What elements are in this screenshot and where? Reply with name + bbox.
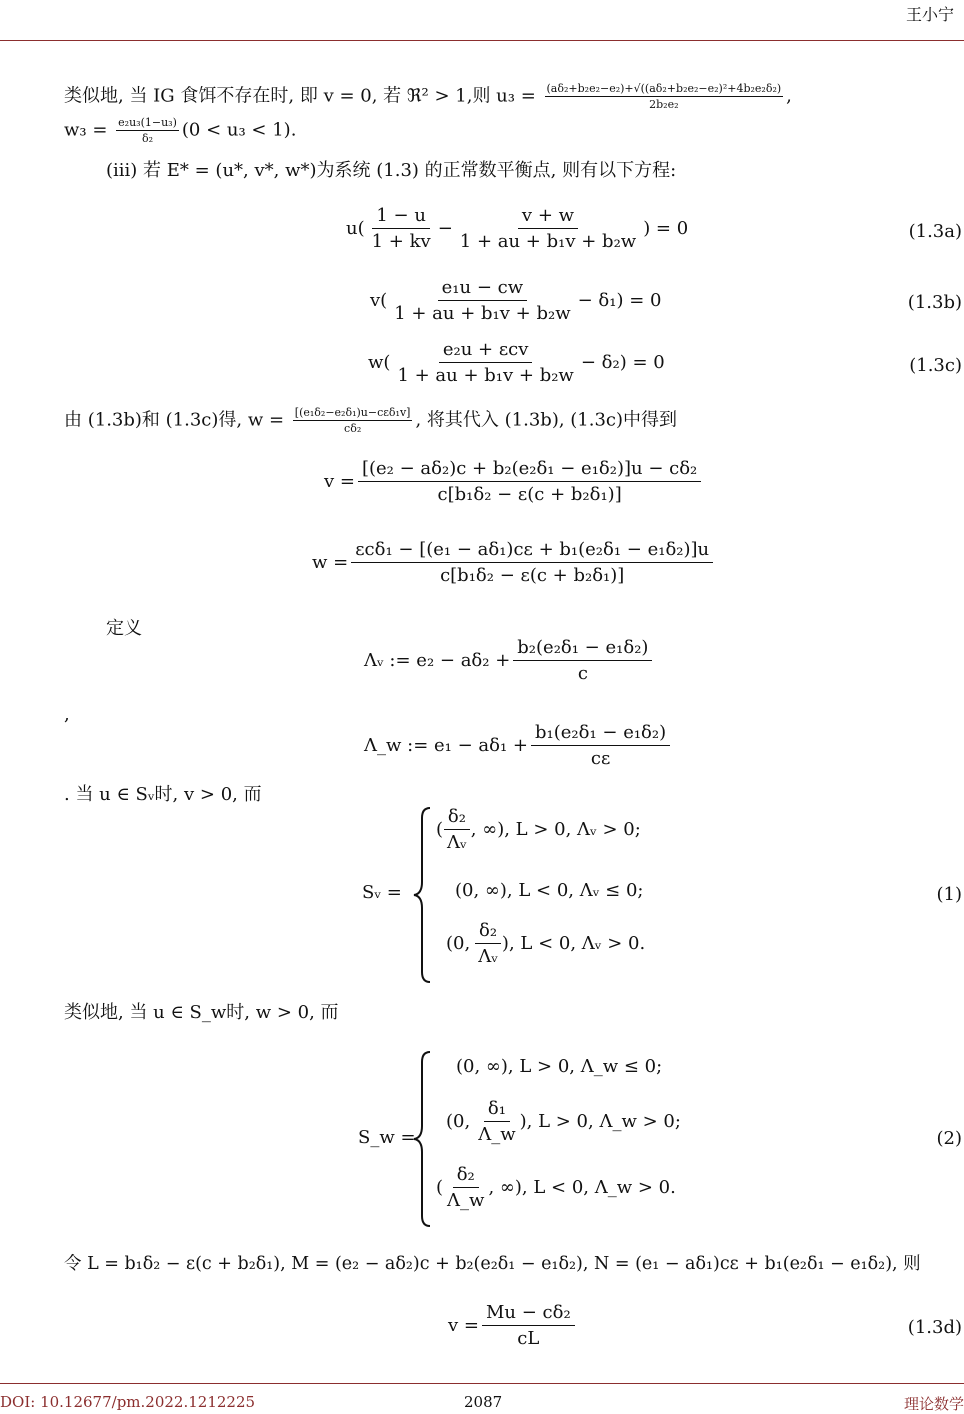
sv-c3-num: δ₂ <box>475 920 501 944</box>
e13a-frac1-num: 1 − u <box>372 205 430 229</box>
e13c-frac-den: 1 + au + b₁v + b₂w <box>397 365 574 386</box>
e13a-rhs: ) = 0 <box>643 218 689 239</box>
e13d-frac-den: cL <box>517 1328 540 1349</box>
sw-c3-cond: , ∞), L < 0, Λ_w > 0. <box>488 1177 676 1198</box>
p4-text-a: 由 (1.3b)和 (1.3c)得, w = <box>64 409 285 431</box>
e13b-frac <box>390 277 574 324</box>
footer-journal: 理论数学 <box>903 1395 964 1413</box>
e13b-frac-den: 1 + au + b₁v + b₂w <box>394 303 571 324</box>
equation-number-1-3c: (1.3c) <box>909 355 962 376</box>
e13a-lhs: u( <box>346 218 365 239</box>
sv-lhs: Sᵥ = <box>362 882 402 903</box>
lv-frac <box>513 637 652 684</box>
equation-v <box>324 458 704 505</box>
define-label: 定义 <box>106 618 142 639</box>
sv-c3-frac <box>474 920 502 967</box>
sw-c3-frac <box>443 1164 488 1211</box>
paragraph-2 <box>64 116 296 145</box>
sv-c3-open: (0, <box>446 933 471 954</box>
sv-c3-cond: ), L < 0, Λᵥ > 0. <box>501 933 646 954</box>
ew-frac-num: εcδ₁ − [(e₁ − aδ₁)cε + b₁(e₂δ₁ − e₁δ₂)]u <box>351 539 713 563</box>
sv-c1-den: Λᵥ <box>447 832 467 853</box>
paragraph-4 <box>64 406 677 435</box>
ew-frac <box>351 539 713 586</box>
paragraph-5: . 当 u ∈ Sᵥ时, v > 0, 而 <box>64 784 262 805</box>
equation-number-2: (2) <box>936 1128 962 1149</box>
lv-frac-den: c <box>577 663 588 684</box>
sw-c2-den: Λ_w <box>478 1124 516 1145</box>
w3-denominator: δ₂ <box>142 132 154 146</box>
p1-text: 类似地, 当 IG 食饵不存在时, 即 <box>64 85 318 107</box>
e13c-rhs: − δ₂) = 0 <box>580 352 665 373</box>
sv-case-3 <box>446 920 645 967</box>
equation-1-3b <box>370 277 661 324</box>
paragraph-3: (iii) 若 E* = (u*, v*, w*)为系统 (1.3) 的正常数平衡点, 则有以下方程: <box>106 160 677 181</box>
e13b-frac-num: e₁u − cw <box>438 277 527 301</box>
header-author: 王小宁 <box>905 5 954 24</box>
e13d-frac-num: Mu − cδ₂ <box>482 1302 575 1326</box>
lw-frac-den: cε <box>590 748 611 769</box>
e13c-frac-num: e₂u + εcv <box>439 339 533 363</box>
w-inline-numerator: [(e₁δ₂−e₂δ₁)u−cεδ₁v] <box>293 406 413 421</box>
e13d-lhs: v = <box>448 1315 479 1336</box>
p1-condition: v = 0, 若 ℜ² > 1,则 u₃ = <box>323 85 536 107</box>
sw-c3-num: δ₂ <box>453 1164 479 1188</box>
footer-doi[interactable]: DOI: 10.12677/pm.2022.1212225 <box>0 1393 256 1411</box>
equation-1-3c <box>368 339 665 386</box>
sw-brace <box>412 1050 432 1228</box>
e13c-lhs: w( <box>368 352 391 373</box>
equation-1-3d <box>448 1302 578 1349</box>
e13a-frac1 <box>368 205 435 252</box>
sv-c1-num: δ₂ <box>444 806 470 830</box>
sw-case-1: (0, ∞), L > 0, Λ_w ≤ 0; <box>456 1056 663 1077</box>
equation-1-3a <box>346 205 688 252</box>
sv-brace <box>412 806 432 984</box>
e13b-rhs: − δ₁) = 0 <box>577 290 662 311</box>
p4-text-b: , 将其代入 (1.3b), (1.3c)中得到 <box>415 409 678 431</box>
paragraph-7: 令 L = b₁δ₂ − ε(c + b₂δ₁), M = (e₂ − aδ₂)c + b₂(e₂δ₁ − e₁δ₂), N = (e₁ − aδ₁)cε + b₁(e₂δ₁ − e₁δ₂), 则 <box>64 1254 921 1274</box>
equation-number-1-3a: (1.3a) <box>908 221 962 242</box>
u3-fraction <box>545 82 784 111</box>
sv-c3-den: Λᵥ <box>478 946 498 967</box>
w3-numerator: e₂u₃(1−u₃) <box>116 116 179 131</box>
ew-frac-den: c[b₁δ₂ − ε(c + b₂δ₁)] <box>440 565 625 586</box>
sw-c2-open: (0, <box>446 1111 471 1132</box>
sw-lhs: S_w = <box>358 1127 416 1148</box>
equation-number-1-3d: (1.3d) <box>907 1317 962 1338</box>
sw-c3-open: ( <box>436 1177 444 1198</box>
equation-lambda-v <box>364 637 655 684</box>
sv-c1-open: ( <box>436 819 444 840</box>
sw-c2-num: δ₁ <box>484 1098 510 1122</box>
ev-frac-num: [(e₂ − aδ₂)c + b₂(e₂δ₁ − e₁δ₂)]u − cδ₂ <box>358 458 701 482</box>
equation-number-1-3b: (1.3b) <box>907 292 962 313</box>
w-inline-fraction <box>293 406 413 435</box>
lw-frac <box>531 722 670 769</box>
w3-fraction <box>116 116 179 145</box>
sw-case-3 <box>436 1164 676 1211</box>
e13a-frac2 <box>456 205 640 252</box>
equation-lambda-w <box>364 722 673 769</box>
w3-range: (0 < u₃ < 1). <box>181 119 297 141</box>
sw-c2-frac <box>474 1098 519 1145</box>
lv-lhs: Λᵥ := e₂ − aδ₂ + <box>364 650 511 671</box>
e13a-frac1-den: 1 + kv <box>371 231 431 252</box>
e13a-frac2-den: 1 + au + b₁v + b₂w <box>459 231 637 252</box>
lw-lhs: Λ_w := e₁ − aδ₁ + <box>364 735 528 756</box>
sv-case-1 <box>436 806 641 853</box>
footer-rule <box>0 1383 964 1384</box>
e13d-frac <box>482 1302 575 1349</box>
ev-frac <box>358 458 701 505</box>
e13a-frac2-num: v + w <box>518 205 578 229</box>
w3-lhs: w₃ = <box>64 119 108 141</box>
e13a-minus: − <box>437 218 453 239</box>
equation-number-1: (1) <box>936 884 962 905</box>
header-rule <box>0 40 964 41</box>
sv-c1-cond: , ∞), L > 0, Λᵥ > 0; <box>470 819 641 840</box>
sv-case-2: (0, ∞), L < 0, Λᵥ ≤ 0; <box>455 880 644 901</box>
e13c-frac <box>393 339 577 386</box>
u3-numerator: (aδ₂+b₂e₂−e₂)+√((aδ₂+b₂e₂−e₂)²+4b₂e₂δ₂) <box>545 82 784 97</box>
paragraph-1: 类似地, 当 IG 食饵不存在时, 即 v = 0, 若 ℜ² > 1,则 u₃ = $\frac{\text{(aδ₂+b₂e₂−e₂)+√((aδ₂+b₂e₂−e₂)²+4b₂e₂δ₂)}}{\text{2b₂e₂}}$ , <box>64 82 792 112</box>
u3-denominator: 2b₂e₂ <box>649 98 679 112</box>
sv-c1-frac <box>443 806 471 853</box>
equation-w <box>312 539 716 586</box>
ev-frac-den: c[b₁δ₂ − ε(c + b₂δ₁)] <box>437 484 622 505</box>
ev-lhs: v = <box>324 471 355 492</box>
lw-frac-num: b₁(e₂δ₁ − e₁δ₂) <box>531 722 670 746</box>
sw-c2-cond: ), L > 0, Λ_w > 0; <box>519 1111 681 1132</box>
e13b-lhs: v( <box>370 290 388 311</box>
sw-c3-den: Λ_w <box>447 1190 485 1211</box>
w-inline-denominator: cδ₂ <box>344 422 362 436</box>
footer-page-number: 2087 <box>464 1393 503 1411</box>
ew-lhs: w = <box>312 552 349 573</box>
lv-frac-num: b₂(e₂δ₁ − e₁δ₂) <box>513 637 652 661</box>
comma-line: , <box>64 704 70 725</box>
sw-case-2 <box>446 1098 681 1145</box>
paragraph-6: 类似地, 当 u ∈ S_w时, w > 0, 而 <box>64 1002 339 1023</box>
